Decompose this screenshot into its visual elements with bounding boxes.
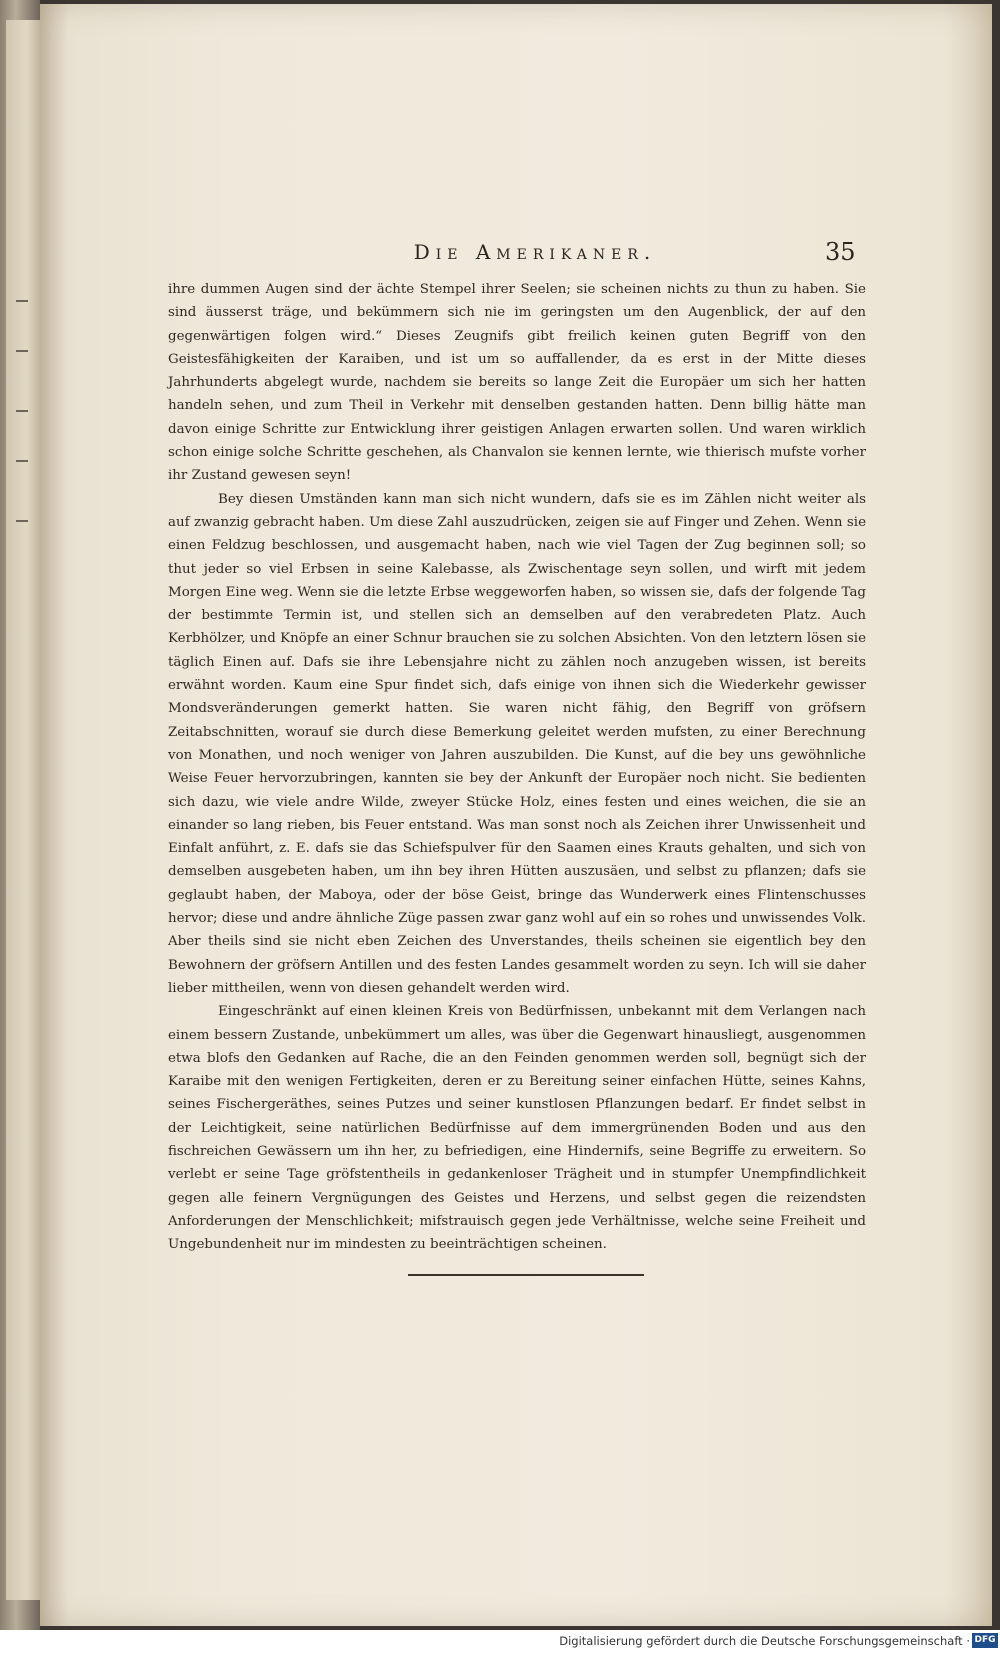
adjacent-page-mark (16, 350, 28, 352)
paragraph: ihre dummen Augen sind der ächte Stempel ihrer Seelen; sie scheinen nichts zu thun zu haben. Sie sind äusserst träge, und bekümmern sich nie im geringsten um den Augenblick, der auf den gegenwärtigen folgen wird.“ Dieses Zeugnifs gibt freilich keinen guten Begriff von den Geistesfähigkeiten der Karaiben, und ist um so auffallender, da es erst in der Mitte dieses Jahrhunderts abgelegt wurde, nachdem sie bereits so lange Zeit die Europäer um sich her hatten handeln sehen, und zum Theil in Verkehr mit denselben gestanden hatten. Denn billig hätte man davon einige Schritte zur Entwicklung ihrer geistigen Anlagen erwarten sollen. Und waren wirklich schon einige solche Schritte geschehen, als Chanvalon sie kennen lernte, wie thierisch mufste vorher ihr Zustand gewesen seyn! (168, 282, 866, 484)
book-page (40, 4, 992, 1626)
page-header (40, 240, 992, 270)
dfg-logo: DFG (972, 1633, 998, 1648)
section-end-rule (408, 1274, 644, 1276)
digitization-footer (0, 1630, 1000, 1653)
adjacent-page-edge (6, 20, 40, 1600)
adjacent-page-mark (16, 460, 28, 462)
paragraph: Bey diesen Umständen kann man sich nicht wundern, dafs sie es im Zählen nicht weiter als auf zwanzig gebracht haben. Um diese Zahl auszudrücken, zeigen sie auf Finger und Zehen. Wenn sie einen Feldzug beschlossen, und ausgemacht haben, nach wie viel Tagen der Zug beginnen soll; so thut jeder so viel Erbsen in seine Kalebasse, als Zwischentage seyn sollen, und wirft mit jedem Morgen Eine weg. Wenn sie die letzte Erbse weggeworfen haben, so wissen sie, dafs der folgende Tag der bestimmte Termin ist, und stellen sich an demselben auf den verabredeten Platz. Auch Kerbhölzer, und Knöpfe an einer Schnur brauchen sie zu solchen Absichten. Von den letztern lösen sie täglich Einen auf. Dafs sie ihre Lebensjahre nicht zu zählen noch anzugeben wissen, ist bereits erwähnt worden. Kaum eine Spur findet sich, dafs einige von ihnen sich die Wiederkehr gewisser Mondsveränderungen gemerkt hatten. Sie waren nicht fähig, den Begriff von gröfsern Zeitabschnitten, worauf sie durch diese Bemerkung geleitet werden mufsten, zu einer Berechnung von Monathen, und noch weniger von Jahren auszubilden. Die Kunst, auf die bey uns gewöhnliche Weise Feuer hervorzubringen, kannten sie bey der Ankunft der Europäer noch nicht. Sie bedienten sich dazu, wie viele andre Wilde, zweyer Stücke Holz, eines festen und eines weichen, die sie an einander so lang rieben, bis Feuer entstand. Was man sonst noch als Zeichen ihrer Unwissenheit und Einfalt anführt, z. E. dafs sie das Schiefspulver für den Saamen eines Krauts gehalten, und sich von demselben ausgebeten haben, um ihn bey ihren Hütten auszusäen, und selbst zu pflanzen; dafs sie geglaubt haben, der Maboya, oder der böse Geist, bringe das Wunderwerk eines Flintenschusses hervor; diese und andre ähnliche Züge passen zwar ganz wohl auf ein so rohes und unwissendes Volk. Aber theils sind sie nicht eben Zeichen des Unverstandes, theils scheinen sie eigentlich bey den Bewohnern der gröfsern Antillen und des festen Landes gesammelt worden zu seyn. Ich will sie daher lieber mittheilen, wenn von diesen gehandelt werden wird. (168, 491, 866, 996)
paragraph: Eingeschränkt auf einen kleinen Kreis von Bedürfnissen, unbekannt mit dem Verlangen nach einem bessern Zustande, unbekümmert um alles, was über die Gegenwart hinausliegt, ausgenommen etwa blofs den Gedanken auf Rache, die an den Feinden genommen werden soll, begnügt sich der Karaibe mit den wenigen Fertigkeiten, deren er zu Bereitung seiner einfachen Hütte, seines Kahns, seines Fischergeräthes, seines Putzes und seiner kunstlosen Pflanzungen bedarf. Er findet selbst in der Leichtigkeit, seine natürlichen Bedürfnisse auf dem immergrünenden Boden und aus den fischreichen Gewässern um ihn her, zu befriedigen, eine Hindernifs, seine Begriffe zu erweitern. So verlebt er seine Tage gröfstentheils in gedankenloser Trägheit und in stumpfer Unempfindlichkeit gegen alle feinern Vergnügungen des Geistes und Herzens, und selbst gegen die reizendsten Anforderungen der Menschlichkeit; mifstrauisch gegen jede Verhältnisse, welche seine Freiheit und Ungebundenheit nur im mindesten zu beeinträchtigen scheinen. (168, 1004, 866, 1253)
body-text (168, 278, 866, 1256)
adjacent-page-mark (16, 410, 28, 412)
adjacent-page-mark (16, 300, 28, 302)
adjacent-page-mark (16, 520, 28, 522)
running-head: Die Amerikaner. (413, 240, 657, 264)
page-number: 35 (825, 238, 856, 266)
funding-credit: Digitalisierung gefördert durch die Deutsche Forschungsgemeinschaft · (559, 1634, 970, 1648)
